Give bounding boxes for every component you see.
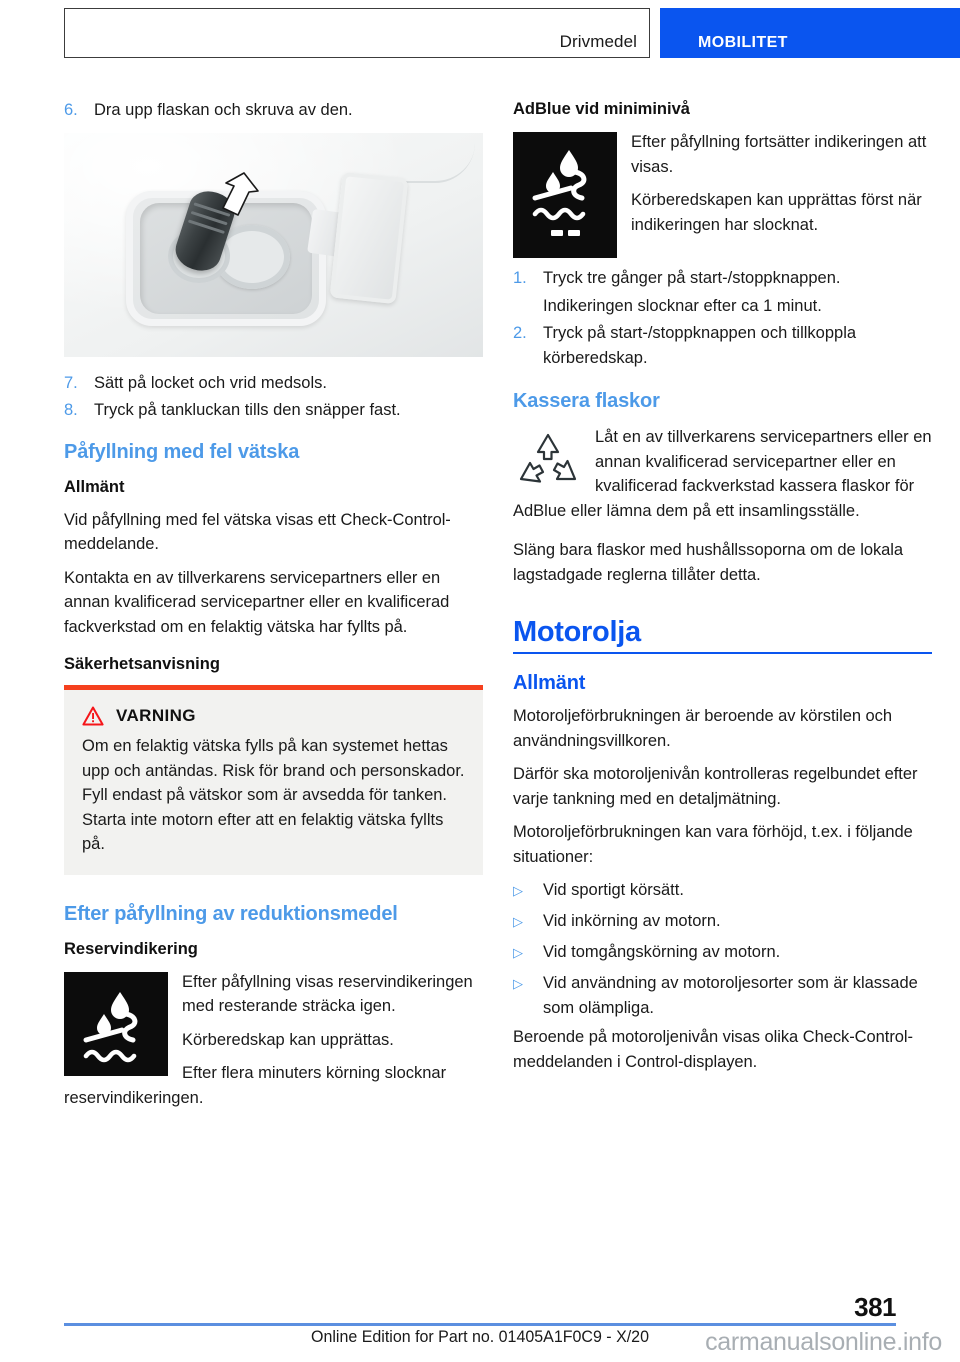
paragraph: Motoroljeförbrukningen är beroende av körstilen och användningsvillkoren. [513, 707, 893, 750]
steps-list-top [64, 98, 483, 123]
oil-consumption-bullets [513, 878, 932, 1020]
list-item [64, 98, 483, 123]
step-number: 8. [64, 401, 78, 419]
recycle-icon [513, 429, 583, 495]
paragraph: Motoroljeförbrukningen kan vara förhöjd, t.ex. i följande situationer: [513, 823, 913, 866]
bullet-text: Vid sportigt körsätt. [543, 881, 684, 899]
page-title-motorolja: Motorolja [513, 615, 932, 654]
step-number: 1. [513, 269, 527, 287]
fuel-flap-door [330, 171, 409, 303]
footer-divider [64, 1323, 896, 1326]
triangle-bullet-icon: ▷ [513, 883, 523, 898]
list-item [513, 909, 932, 935]
steps-list-bottom [64, 371, 483, 423]
adblue-reset-steps [513, 266, 932, 370]
paragraph: Körberedskap kan upprättas. [182, 1030, 394, 1049]
page-header [0, 8, 960, 60]
list-item [513, 971, 932, 1020]
reserve-indicator-block [64, 970, 483, 1120]
step-text: Sätt på locket och vrid medsols. [94, 373, 327, 392]
warning-header [82, 706, 465, 726]
header-section-tab [660, 8, 960, 58]
list-item [513, 321, 932, 370]
header-section-tab-label: MOBILITET [698, 34, 788, 51]
warning-triangle-icon [82, 706, 104, 726]
paragraph: Efter påfyllning visas reservindikeringen med resterande sträcka igen. [182, 972, 473, 1015]
paragraph: Beroende på motoroljenivån visas olika Check-Control-meddelanden i Control-displayen. [513, 1028, 913, 1071]
step-text: Dra upp flaskan och skruva av den. [94, 101, 353, 119]
paragraph: Efter flera minuters körning slocknar reservindikeringen. [64, 1064, 447, 1107]
header-chapter-box [64, 8, 650, 58]
list-item [64, 398, 483, 423]
section-heading-after-refill: Efter påfyllning av reduktionsmedel [64, 902, 398, 925]
subheading-safety: Säkerhetsanvisning [64, 655, 220, 673]
paragraph: Därför ska motoroljenivån kontrolleras regelbundet efter varje tankning med en detaljmätning. [513, 765, 918, 808]
warning-box [64, 685, 483, 875]
triangle-bullet-icon: ▷ [513, 914, 523, 929]
paragraph: Efter påfyllning fortsätter indikeringen att visas. [631, 133, 927, 176]
paragraph: Vid påfyllning med fel vätska visas ett Check-Control-meddelande. [64, 510, 451, 553]
bullet-text: Vid tomgångskörning av motorn. [543, 943, 781, 961]
list-item [513, 266, 932, 291]
edition-note: Online Edition for Part no. 01405A1F0C9 - X/20 [311, 1328, 649, 1347]
page-number: 381 [854, 1292, 896, 1322]
pull-up-arrow-icon [214, 171, 260, 229]
step-text: Tryck på start-/stoppknappen och tillkoppla körberedskap. [543, 324, 857, 367]
list-item [513, 940, 932, 966]
step-text: Tryck tre gånger på start-/stoppknappen. [543, 269, 841, 287]
subheading-allmant: Allmänt [64, 477, 125, 496]
triangle-bullet-icon: ▷ [513, 945, 523, 960]
bullet-text: Vid användning av motoroljesorter som är klassade som olämpliga. [543, 974, 918, 1017]
step-note: Indikeringen slocknar efter ca 1 minut. [543, 296, 822, 315]
paragraph: Låt en av tillverkarens servicepartners eller en annan kvalificerad servicepartner eller en kvalificerad fackverkstad kassera flaskor för AdBlue eller lämna dem på ett insamlingsställe. [513, 428, 932, 520]
left-column [64, 98, 483, 1125]
subheading-adblue-minimum: AdBlue vid miniminivå [513, 100, 690, 118]
section-heading-wrong-fluid: Påfyllning med fel vätska [64, 440, 300, 463]
bullet-text: Vid inkörning av motorn. [543, 912, 721, 930]
paragraph: Släng bara flaskor med hushållssoporna om de lokala lagstadgade reglerna tillåter detta. [513, 541, 904, 584]
triangle-bullet-icon: ▷ [513, 976, 523, 991]
paragraph: Körberedskapen kan upprättas först när indikeringen har slocknat. [631, 191, 922, 234]
page-footer [0, 1292, 960, 1362]
list-item [64, 371, 483, 396]
subheading-allmant-oil: Allmänt [513, 672, 586, 694]
section-heading-dispose-bottles: Kassera flaskor [513, 390, 660, 412]
warning-body-text: Om en felaktig vätska fylls på kan systemet hettas upp och antändas. Risk för brand och personskador. Fyll endast på vätskor som är avsedda för tanken. Starta inte motorn efter att en felaktig vätska fyllts på. [82, 737, 465, 853]
step-number: 7. [64, 373, 78, 392]
adblue-reserve-indicator-icon [64, 972, 168, 1076]
right-column [513, 98, 932, 1083]
subheading-reserve-indication: Reservindikering [64, 939, 198, 958]
recycle-block [513, 425, 932, 532]
step-number: 6. [64, 101, 78, 119]
warning-label: VARNING [116, 706, 196, 725]
step-text: Tryck på tankluckan tills den snäpper fast. [94, 401, 401, 419]
adblue-minimum-level-icon [513, 132, 617, 258]
step-number: 2. [513, 324, 527, 342]
header-chapter-label: Drivmedel [559, 32, 637, 51]
list-item [513, 878, 932, 904]
watermark-text: carmanualsonline.info [705, 1328, 942, 1356]
fuel-filler-flap-illustration [64, 133, 483, 357]
paragraph: Kontakta en av tillverkarens servicepartners eller en annan kvalificerad servicepartner eller en kvalificerad fackverkstad om en felaktig vätska har fyllts på. [64, 568, 450, 636]
adblue-minimum-block [513, 130, 932, 260]
